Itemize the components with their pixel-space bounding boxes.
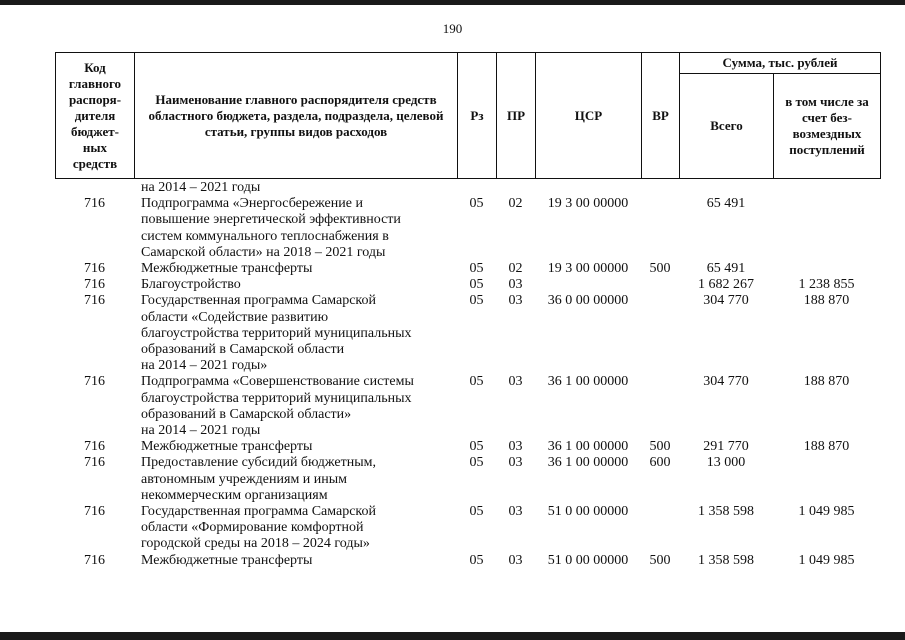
table-body xyxy=(55,180,880,569)
header-pr: ПР xyxy=(497,53,536,179)
name-line: Подпрограмма «Энергосбережение и xyxy=(141,196,363,212)
name-line: некоммерческим организациям xyxy=(141,487,328,503)
cell-pr: 03 xyxy=(508,374,523,390)
name-line: на 2014 – 2021 годы xyxy=(141,423,261,439)
cell-code: 716 xyxy=(84,374,105,390)
name-line: Межбюджетные трансферты xyxy=(141,261,313,277)
name-line: области «Формирование комфортной xyxy=(141,520,364,536)
cell-rz: 05 xyxy=(469,293,484,309)
cell-csr: 51 0 00 00000 xyxy=(547,504,629,520)
cell-free: 1 049 985 xyxy=(798,552,855,568)
cell-pr: 03 xyxy=(508,293,523,309)
header-code: Код главного распоря- дителя бюджет- ных средств xyxy=(56,53,135,179)
header-vr: ВР xyxy=(642,53,680,179)
table-row xyxy=(55,293,880,374)
cell-name xyxy=(141,455,461,504)
cell-code: 716 xyxy=(84,261,105,277)
name-line: на 2014 – 2021 годы xyxy=(141,180,261,195)
cell-csr: 36 1 00 00000 xyxy=(547,439,629,455)
name-line: автономным учреждениям и иным xyxy=(141,471,348,487)
cell-rz: 05 xyxy=(469,504,484,520)
cell-name xyxy=(141,504,461,553)
cell-pr: 03 xyxy=(508,455,523,471)
cell-name xyxy=(141,439,461,455)
cell-code: 716 xyxy=(84,504,105,520)
cell-code: 716 xyxy=(84,439,105,455)
table-row xyxy=(55,180,880,196)
name-line: Предоставление субсидий бюджетным, xyxy=(141,455,377,471)
header-name: Наименование главного распорядителя средств областного бюджета, раздела, подраздела, целевой статьи, группы видов расходов xyxy=(135,53,458,179)
cell-total: 13 000 xyxy=(706,455,746,471)
header-total: Всего xyxy=(680,74,774,179)
cell-csr: 36 1 00 00000 xyxy=(547,374,629,390)
header-free: в том числе за счет без- возмездных поступлений xyxy=(774,74,881,179)
cell-vr: 600 xyxy=(649,455,671,471)
cell-name xyxy=(141,196,461,261)
name-line: Благоустройство xyxy=(141,277,241,293)
cell-free: 188 870 xyxy=(803,374,850,390)
cell-rz: 05 xyxy=(469,552,484,568)
cell-name xyxy=(141,374,461,439)
cell-name xyxy=(141,553,461,569)
header-csr: ЦСР xyxy=(536,53,642,179)
name-line: области «Содействие развитию xyxy=(141,309,329,325)
bottom-border xyxy=(0,632,905,640)
cell-name xyxy=(141,180,461,196)
cell-csr: 51 0 00 00000 xyxy=(547,552,629,568)
cell-pr: 03 xyxy=(508,504,523,520)
cell-free: 188 870 xyxy=(803,439,850,455)
cell-total: 1 682 267 xyxy=(698,277,754,293)
cell-pr: 03 xyxy=(508,439,523,455)
table-row xyxy=(55,196,880,261)
name-line: образований в Самарской области» xyxy=(141,406,352,422)
name-line: Межбюджетные трансферты xyxy=(141,439,313,455)
cell-code: 716 xyxy=(84,293,105,309)
cell-pr: 03 xyxy=(508,552,523,568)
cell-total: 65 491 xyxy=(706,261,746,277)
cell-csr: 19 3 00 00000 xyxy=(547,261,629,277)
cell-csr: 36 0 00 00000 xyxy=(547,293,629,309)
name-line: повышение энергетической эффективности xyxy=(141,212,401,228)
cell-rz: 05 xyxy=(469,277,484,293)
name-line: Подпрограмма «Совершенствование системы xyxy=(141,374,414,390)
table-row xyxy=(55,374,880,439)
table-row xyxy=(55,439,880,455)
cell-rz: 05 xyxy=(469,261,484,277)
name-line: городской среды на 2018 – 2024 годы» xyxy=(141,536,370,552)
top-border xyxy=(0,0,905,5)
cell-name xyxy=(141,293,461,374)
cell-free: 1 238 855 xyxy=(798,277,855,293)
cell-total: 65 491 xyxy=(706,196,746,212)
cell-total: 1 358 598 xyxy=(698,504,754,520)
name-line: Межбюджетные трансферты xyxy=(141,552,313,568)
name-line: благоустройства территорий муниципальных xyxy=(141,390,412,406)
cell-vr: 500 xyxy=(649,552,671,568)
cell-pr: 02 xyxy=(508,196,523,212)
cell-name xyxy=(141,261,461,277)
cell-total: 304 770 xyxy=(703,293,749,309)
cell-free: 1 049 985 xyxy=(798,504,855,520)
cell-rz: 05 xyxy=(469,374,484,390)
cell-rz: 05 xyxy=(469,196,484,212)
cell-code: 716 xyxy=(84,552,105,568)
name-line: Государственная программа Самарской xyxy=(141,293,377,309)
cell-name xyxy=(141,277,461,293)
cell-pr: 03 xyxy=(508,277,523,293)
header-rz: Рз xyxy=(458,53,497,179)
page-number: 190 xyxy=(442,21,463,36)
table-row xyxy=(55,455,880,504)
name-line: Самарской области» на 2018 – 2021 годы xyxy=(141,244,386,260)
name-line: на 2014 – 2021 годы» xyxy=(141,358,268,374)
cell-code: 716 xyxy=(84,196,105,212)
cell-vr: 500 xyxy=(649,261,671,277)
cell-rz: 05 xyxy=(469,455,484,471)
cell-rz: 05 xyxy=(469,439,484,455)
name-line: образований в Самарской области xyxy=(141,342,345,358)
table-row xyxy=(55,277,880,293)
name-line: благоустройства территорий муниципальных xyxy=(141,325,412,341)
cell-csr: 19 3 00 00000 xyxy=(547,196,629,212)
cell-vr: 500 xyxy=(649,439,671,455)
cell-free: 188 870 xyxy=(803,293,850,309)
cell-total: 291 770 xyxy=(703,439,749,455)
header-sum: Сумма, тыс. рублей xyxy=(680,53,881,74)
table-row xyxy=(55,553,880,569)
cell-total: 304 770 xyxy=(703,374,749,390)
cell-pr: 02 xyxy=(508,261,523,277)
table-row xyxy=(55,261,880,277)
cell-csr: 36 1 00 00000 xyxy=(547,455,629,471)
table-row xyxy=(55,504,880,553)
cell-code: 716 xyxy=(84,455,105,471)
name-line: Государственная программа Самарской xyxy=(141,504,377,520)
table-header xyxy=(55,52,881,179)
cell-code: 716 xyxy=(84,277,105,293)
name-line: систем коммунального теплоснабжения в xyxy=(141,228,389,244)
cell-total: 1 358 598 xyxy=(698,552,754,568)
